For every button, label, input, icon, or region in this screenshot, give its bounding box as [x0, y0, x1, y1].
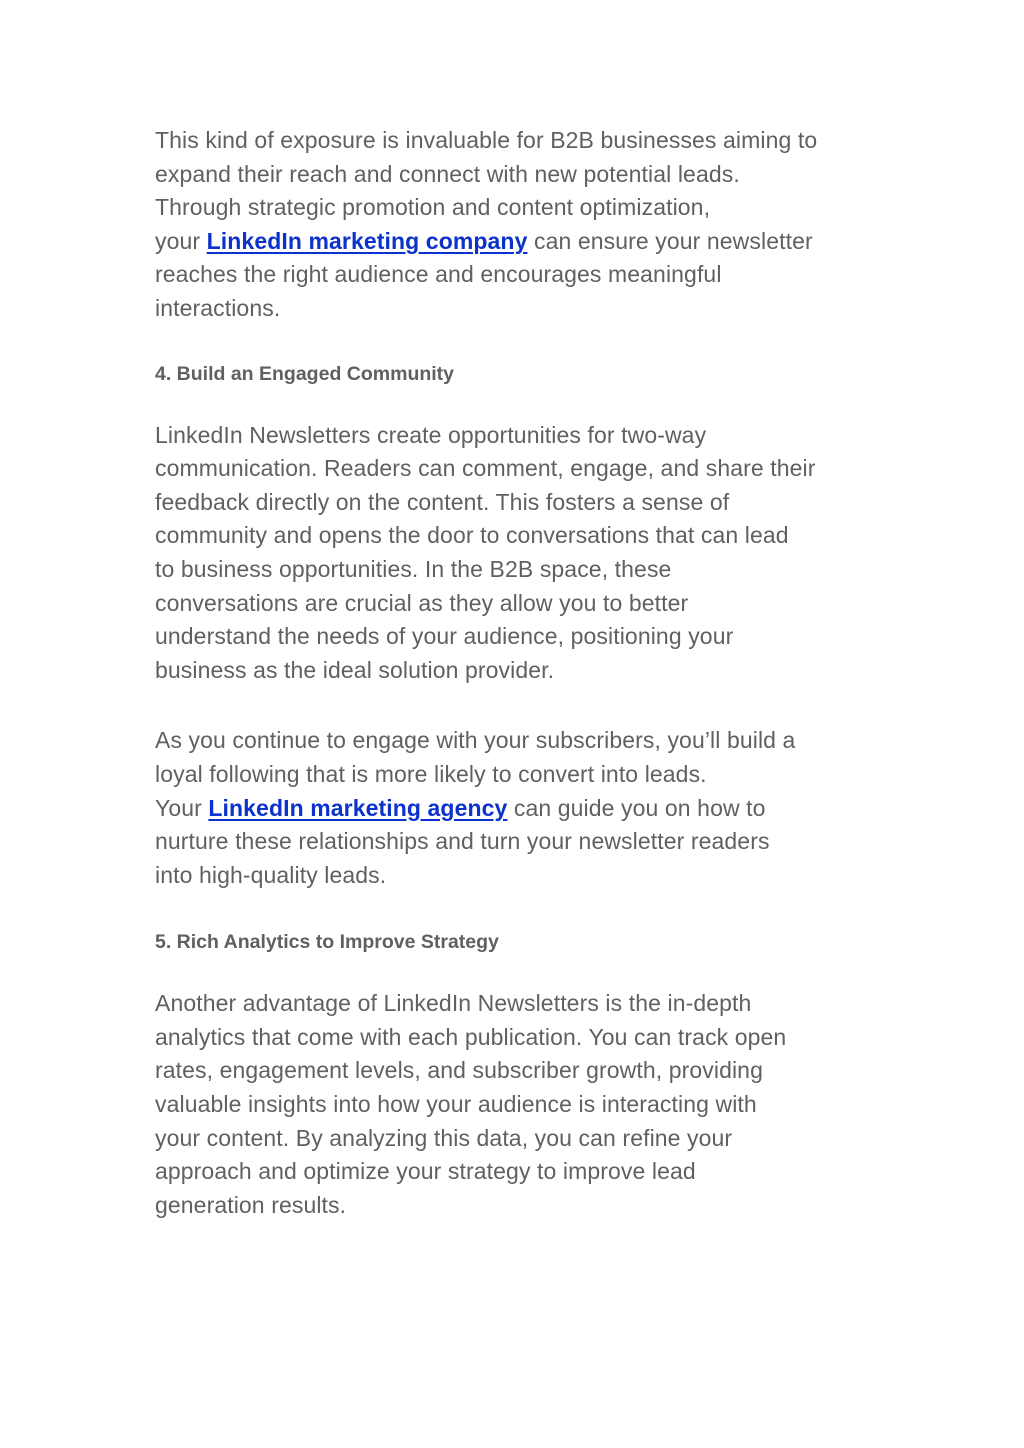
linkedin-marketing-company-link[interactable]: LinkedIn marketing company: [206, 227, 528, 254]
text-line-with-link: [155, 792, 885, 826]
text-line: This kind of exposure is invaluable for B2B businesses aiming to: [155, 127, 818, 153]
text-line: analytics that come with each publication. You can track open: [155, 1023, 787, 1050]
paragraph-community: [155, 419, 885, 688]
text-fragment: Your: [155, 794, 209, 821]
section-heading-4: 4. Build an Engaged Community: [155, 362, 455, 385]
text-line: feedback directly on the content. This fosters a sense of: [155, 488, 730, 515]
text-line: loyal following that is more likely to convert into leads.: [155, 760, 707, 787]
spacer: [155, 687, 885, 724]
text-line: generation results.: [155, 1191, 347, 1218]
text-fragment: can ensure your newsletter: [527, 227, 813, 254]
text-line: Through strategic promotion and content optimization,: [155, 194, 711, 221]
text-fragment: can guide you on how to: [507, 794, 766, 821]
text-line: business as the ideal solution provider.: [155, 656, 555, 683]
text-line-with-link: [155, 225, 885, 259]
text-line: to business opportunities. In the B2B space, these: [155, 555, 672, 582]
paragraph-loyal-following: [155, 724, 885, 892]
document-page: [155, 124, 885, 1222]
spacer: [155, 388, 885, 419]
text-line: valuable insights into how your audience is interacting with: [155, 1091, 757, 1118]
text-line: communication. Readers can comment, engage, and share their: [155, 455, 816, 482]
text-line: As you continue to engage with your subscribers, you’ll build a: [155, 727, 796, 754]
text-line: understand the needs of your audience, positioning your: [155, 623, 734, 650]
linkedin-marketing-agency-link[interactable]: LinkedIn marketing agency: [208, 794, 508, 821]
paragraph-analytics: [155, 987, 885, 1222]
text-line: into high-quality leads.: [155, 861, 387, 888]
section-heading-5: 5. Rich Analytics to Improve Strategy: [155, 931, 499, 954]
text-line: conversations are crucial as they allow you to better: [155, 589, 689, 616]
text-line: rates, engagement levels, and subscriber growth, providing: [155, 1057, 763, 1084]
spacer: [155, 326, 885, 360]
text-line: nurture these relationships and turn your newsletter readers: [155, 828, 770, 855]
text-line: interactions.: [155, 294, 281, 321]
text-line: Another advantage of LinkedIn Newsletters is the in-depth: [155, 990, 752, 1017]
spacer: [155, 956, 885, 987]
text-line: expand their reach and connect with new potential leads.: [155, 160, 740, 187]
text-line: community and opens the door to conversations that can lead: [155, 522, 789, 549]
text-line: LinkedIn Newsletters create opportunities for two-way: [155, 421, 707, 448]
text-fragment: your: [155, 227, 207, 254]
paragraph-exposure: [155, 124, 885, 326]
spacer: [155, 892, 885, 928]
text-line: approach and optimize your strategy to improve lead: [155, 1158, 696, 1185]
text-line: reaches the right audience and encourages meaningful: [155, 261, 722, 288]
text-line: your content. By analyzing this data, you can refine your: [155, 1124, 733, 1151]
